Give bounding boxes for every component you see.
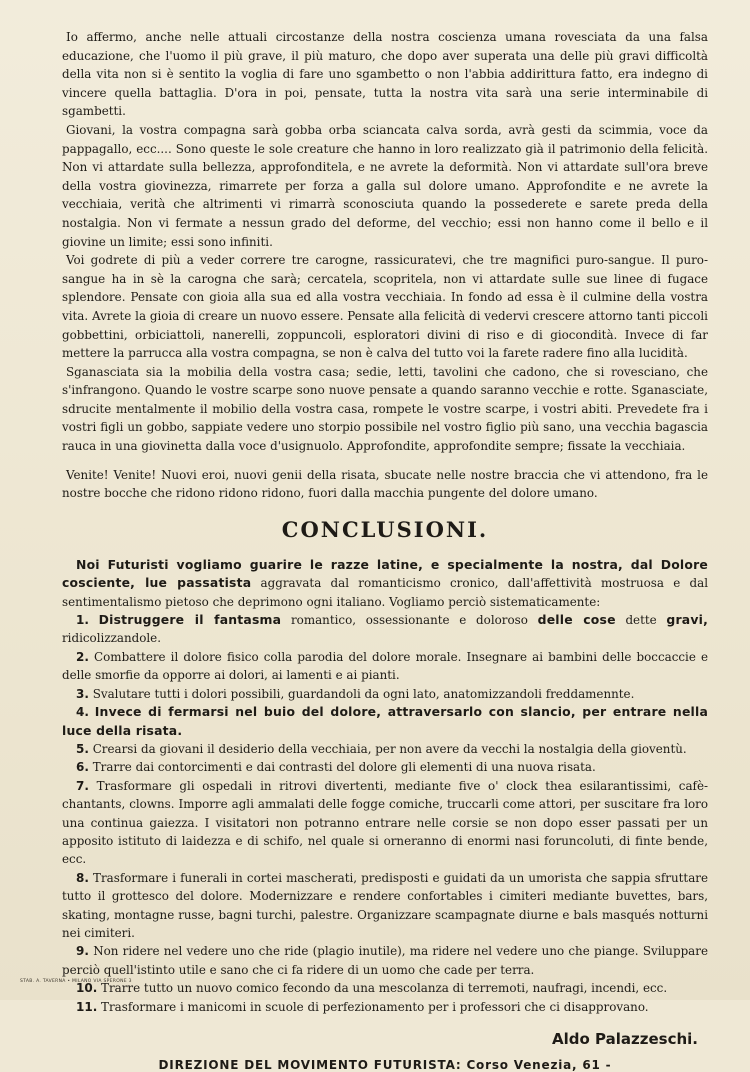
paragraph: Voi godrete di più a veder correre tre carogne, rassicuratevi, che tre magnifici puro-sangue. Il puro-sangue ha in sè la carogna che sarà; cercatela, scopritela, non vi attardate sulle sue linee di fugace splendore. Pensate con gioia alla sua ed alla vostra vecchiaia. In fondo ad essa è il culmine della vostra vita. Avrete la gioia di creare un nuovo essere. Pensate alla felicità di vedervi crescere attorno tanti piccoli gobbettini, orbiciattoli, nanerelli, zoppuncoli, esploratori divini di riso e di giocondità. Invece di far mettere la parrucca alla vostra compagna, se non è calva del tutto voi la farete radere fino alla lucidità. bbox=[62, 253, 708, 361]
conclusion-item-6 bbox=[62, 758, 708, 776]
item-text: ridicolizzandole. bbox=[62, 631, 161, 646]
item-text: Crearsi da giovani il desiderio della vecchiaia, per non avere da vecchi la nostalgia della gioventù. bbox=[92, 741, 687, 756]
item-bold-text: Distruggere il fantasma bbox=[98, 612, 282, 628]
item-text: Svalutare tutti i dolori possibili, guardandoli da ogni lato, anatomizzandoli freddamennte. bbox=[92, 686, 635, 701]
conclusion-item-7 bbox=[62, 777, 708, 869]
item-number: 1. bbox=[76, 613, 89, 628]
conclusion-item-4 bbox=[62, 703, 708, 740]
item-number: 8. bbox=[76, 870, 89, 885]
paragraph: Giovani, la vostra compagna sarà gobba orba sciancata calva sorda, avrà gesti da scimmia, voce da pappagallo, ecc.... Sono queste le sole creature che hanno in loro realizzato già il patrimonio della felicità. Non vi attardate sulla bellezza, approfonditela, e ne avrete la deformità. Non vi attardate sull'ora breve della vostra giovinezza, rimarrete per forza a galla sul dolore umano. Approfondite e ne avrete la vecchiaia, verità che altrimenti vi rimarrà sconosciuta quando la possederete e sarete preda della nostalgia. Non vi fermate a nessun grado del deforme, del vecchio; essi non hanno come il bello e il giovine un limite; essi sono infiniti. bbox=[62, 122, 708, 249]
item-number: 11. bbox=[76, 999, 98, 1014]
conclusion-item-9 bbox=[62, 942, 708, 979]
manifesto-body bbox=[62, 28, 708, 503]
item-text: romantico, ossessionante e doloroso bbox=[281, 613, 538, 628]
item-number: 7. bbox=[76, 778, 89, 793]
paragraph: Sganasciata sia la mobilia della vostra casa; sedie, letti, tavolini che cadono, che si rovesciano, che s'infrangono. Quando le vostre scarpe sono nuove pensate a quando saranno vecchie e rotte. Sganasciate, sdrucite mentalmente il mobilio della vostra casa, rompete le vostre scarpe, i vostri abiti. Prevedete fra i vostri figli un gobbo, sappiate vedere uno storpio possibile nel vostro figlio più sano, una vecchia bagascia rauca in una giovinetta dalla voce d'usignuolo. Approfondite, approfondite sempre; fissate la vecchiaia. bbox=[62, 364, 708, 454]
item-number: 2. bbox=[76, 649, 89, 664]
conclusions-section bbox=[62, 556, 708, 1016]
item-number: 9. bbox=[76, 944, 89, 959]
paragraph: Io affermo, anche nelle attuali circostanze della nostra coscienza umana rovesciata da una falsa educazione, che l'uomo il più grave, il più maturo, che dopo aver superata una delle più gravi difficoltà della vita non si è sentito la voglia di fare uno sgambetto o non l'abbia addirittura fatto, era indegno di vincere quella battaglia. D'ora in poi, pensate, tutta la nostra vita sarà una serie interminabile di sgambetti. bbox=[62, 30, 708, 119]
spacer bbox=[62, 456, 708, 466]
item-text: Trarre tutto un nuovo comico fecondo da una mescolanza di terremoti, naufragi, incendi, ecc. bbox=[101, 981, 668, 996]
conclusion-item-8 bbox=[62, 869, 708, 943]
intro-text: aggravata dal romanticismo cronico, dall'affettività mostruosa e dal sentimentalismo pietoso che deprimono ogni italiano. Vogliamo perciò sistematicamente: bbox=[62, 576, 708, 609]
footer-address: DIREZIONE DEL MOVIMENTO FUTURISTA: Corso Venezia, 61 - bbox=[158, 1058, 612, 1072]
paragraph: Venite! Venite! Nuovi eroi, nuovi genii della risata, sbucate nelle nostre braccia che vi attendono, fra le nostre bocche che ridono ridono ridono, fuori dalla macchia pungente del dolore umano. bbox=[62, 467, 708, 501]
conclusions-intro bbox=[62, 556, 708, 611]
item-text: Trasformare i funerali in cortei mascherati, predisposti e guidati da un umorista che sappia sfruttare tutto il grottesco del dolore. Modernizzare e rendere confortables i cimiteri mediante buvettes, bars, skating, montagne russe, bagni turchi, palestre. Organizzare scampagnate diurne e bals masqués notturni nei cimiteri. bbox=[62, 870, 709, 940]
item-text: Combattere il dolore fisico colla parodia del dolore morale. Insegnare ai bambini delle boccaccie e delle smorfie da opporre ai dolori, ai lamenti e ai pianti. bbox=[62, 649, 709, 683]
intro-bold-text: Noi Futuristi vogliamo guarire le razze latine, e specialmente la nostra, dal Dolore cosciente, lue passatista bbox=[62, 556, 708, 591]
item-text: Trarre dai contorcimenti e dai contrasti del dolore gli elementi di una nuova risata. bbox=[92, 760, 596, 775]
item-text: Trasformare gli ospedali in ritrovi divertenti, mediante five o' clock thea esilarantissimi, cafè-chantants, clowns. Imporre agli ammalati delle fogge comiche, truccarli come attori, per suscitare fra loro una continua gaiezza. I visitatori non potranno entrare nelle corsie se non dopo esser passati per un apposito istituto di laidezza e di schifo, nel quale si orneranno di enormi nasi foruncoluti, di finte bende, ecc. bbox=[62, 778, 709, 867]
conclusion-item-5 bbox=[62, 740, 708, 758]
conclusion-item-10 bbox=[62, 979, 708, 997]
item-number: 6. bbox=[76, 760, 89, 775]
conclusion-item-1 bbox=[62, 611, 708, 648]
item-number: 3. bbox=[76, 686, 89, 701]
item-bold-text: Invece di fermarsi nel buio del dolore, attraversarlo con slancio, per entrare nella luce della risata. bbox=[62, 704, 709, 738]
item-text: Trasformare i manicomi in scuole di perfezionamento per i professori che ci disapprovano. bbox=[101, 999, 649, 1014]
conclusions-title: CONCLUSIONI. bbox=[281, 516, 489, 542]
author-signature: Aldo Palazzeschi. bbox=[552, 1030, 698, 1048]
conclusion-item-2 bbox=[62, 648, 708, 685]
item-number: 5. bbox=[76, 741, 89, 756]
item-number: 10. bbox=[76, 981, 98, 996]
conclusion-item-3 bbox=[62, 685, 708, 703]
printer-mark: STAB. A. TAVERNA • MILANO VIA SPERONE 3 bbox=[20, 979, 132, 984]
item-number: 4. bbox=[76, 705, 89, 720]
item-text: Non ridere nel vedere uno che ride (plagio inutile), ma ridere nel vedere uno che piange. Sviluppare perciò quell'istinto utile e sano che ci fa ridere di un uomo che cade per terra. bbox=[62, 944, 708, 977]
item-bold-text: gravi, bbox=[666, 612, 708, 628]
item-text: dette bbox=[615, 613, 667, 628]
item-bold-text: delle cose bbox=[537, 612, 616, 628]
conclusion-item-11 bbox=[62, 998, 708, 1016]
